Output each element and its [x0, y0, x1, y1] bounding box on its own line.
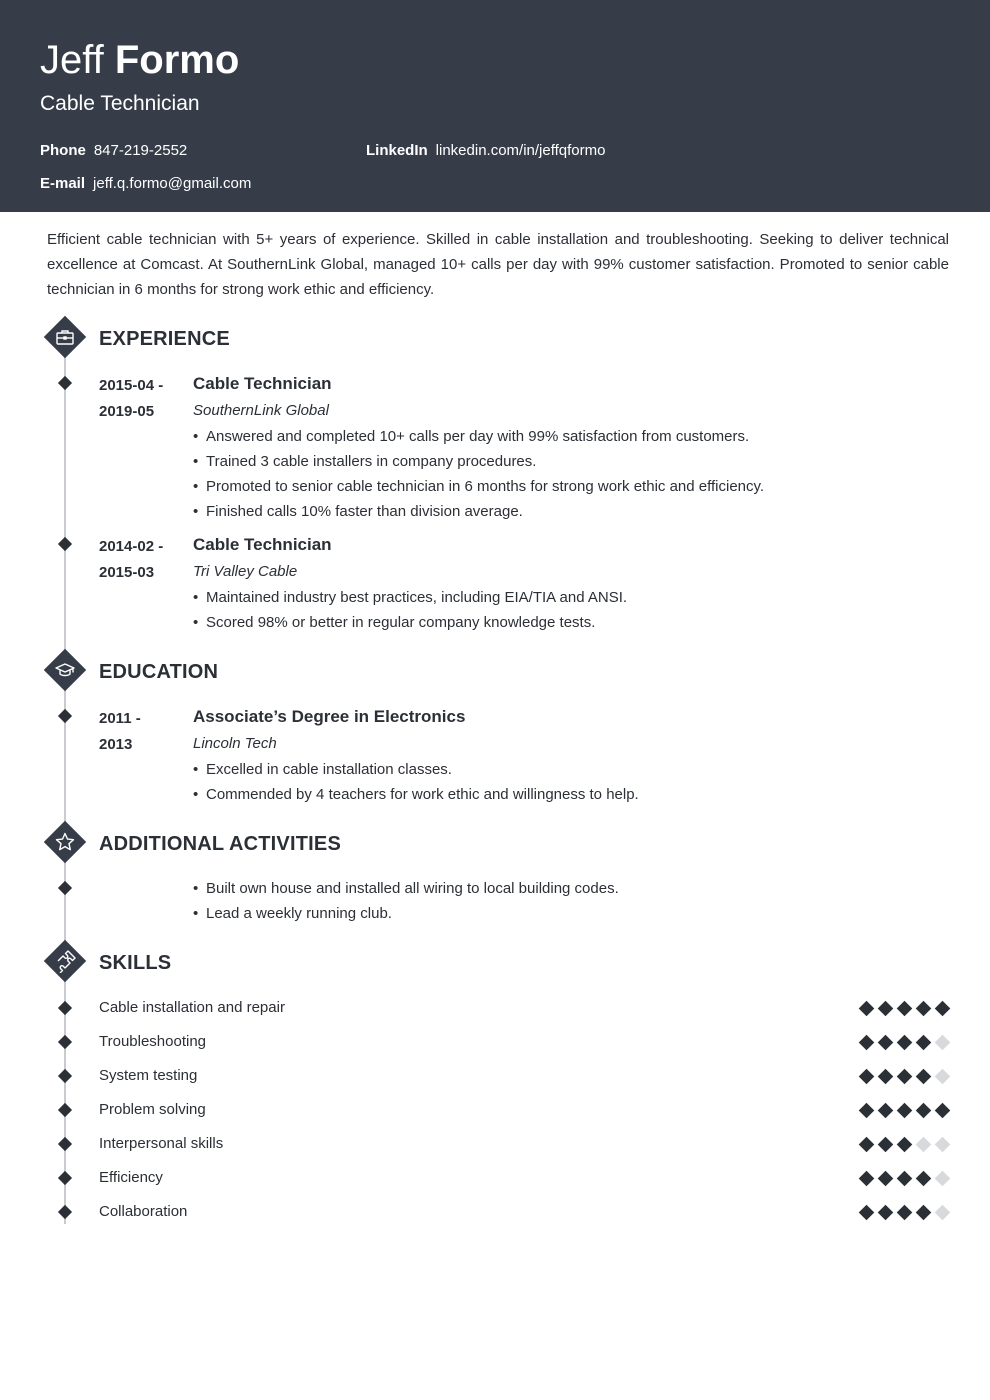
first-name: Jeff — [40, 38, 104, 82]
activities-bullets — [193, 876, 619, 926]
rating-pip-filled — [878, 1001, 894, 1017]
rating-pip-filled — [897, 1069, 913, 1085]
skill-rating — [858, 1168, 950, 1188]
linkedin-label: LinkedIn — [366, 142, 428, 159]
rating-pip-filled — [878, 1205, 894, 1221]
timeline-marker — [58, 1103, 72, 1117]
candidate-name — [40, 36, 239, 84]
skill-rating — [858, 1202, 950, 1222]
rating-pip-filled — [878, 1137, 894, 1153]
skill-name: Interpersonal skills — [99, 1135, 224, 1152]
phone-label: Phone — [40, 142, 86, 159]
bullet-item: • Lead a weekly running club. — [193, 901, 619, 926]
rating-pip-empty — [935, 1171, 951, 1187]
contact-linkedin — [366, 141, 605, 161]
rating-pip-filled — [897, 1035, 913, 1051]
phone-value[interactable]: 847-219-2552 — [93, 142, 188, 159]
skill-name: Efficiency — [99, 1169, 163, 1186]
school-name: Lincoln Tech — [193, 735, 277, 752]
contact-phone — [40, 141, 187, 161]
bullet-item: • Trained 3 cable installers in company procedures. — [193, 449, 764, 474]
puzzle-icon — [43, 939, 87, 983]
rating-pip-filled — [897, 1205, 913, 1221]
rating-pip-filled — [859, 1069, 875, 1085]
job-company: SouthernLink Global — [193, 402, 329, 419]
timeline-marker — [58, 1069, 72, 1083]
education-date-range — [99, 706, 141, 758]
rating-pip-filled — [859, 1035, 875, 1051]
rating-pip-filled — [916, 1001, 932, 1017]
rating-pip-filled — [916, 1035, 932, 1051]
rating-pip-filled — [916, 1103, 932, 1119]
rating-pip-filled — [878, 1171, 894, 1187]
skill-name: Cable installation and repair — [99, 999, 285, 1016]
graduation-cap-icon — [43, 648, 87, 692]
date-start: 2011 - — [99, 710, 141, 727]
timeline-marker — [58, 1001, 72, 1015]
rating-pip-filled — [859, 1171, 875, 1187]
bullet-item: • Answered and completed 10+ calls per day with 99% satisfaction from customers. — [193, 424, 764, 449]
rating-pip-filled — [935, 1103, 951, 1119]
rating-pip-filled — [897, 1103, 913, 1119]
rating-pip-filled — [878, 1035, 894, 1051]
timeline-marker — [58, 376, 72, 390]
bullet-item: • Promoted to senior cable technician in 6 months for strong work ethic and efficiency. — [193, 474, 764, 499]
job-title: Cable Technician — [40, 92, 200, 115]
skill-name: Collaboration — [99, 1203, 188, 1220]
job-company: Tri Valley Cable — [193, 563, 298, 580]
rating-pip-empty — [935, 1137, 951, 1153]
timeline-marker — [58, 881, 72, 895]
bullet-item: • Finished calls 10% faster than division average. — [193, 499, 764, 524]
linkedin-link[interactable]: linkedin.com/in/jeffqformo — [435, 142, 606, 159]
rating-pip-filled — [916, 1069, 932, 1085]
skill-rating — [858, 1032, 950, 1052]
rating-pip-filled — [916, 1205, 932, 1221]
skill-rating — [858, 1066, 950, 1086]
rating-pip-filled — [897, 1171, 913, 1187]
bullet-item: • Built own house and installed all wiring to local building codes. — [193, 876, 619, 901]
timeline-marker — [58, 1137, 72, 1151]
rating-pip-filled — [859, 1137, 875, 1153]
rating-pip-filled — [897, 1001, 913, 1017]
rating-pip-filled — [859, 1205, 875, 1221]
skill-name: System testing — [99, 1067, 198, 1084]
last-name: Formo — [114, 38, 240, 82]
star-icon — [43, 820, 87, 864]
section-title-education: EDUCATION — [99, 661, 219, 683]
date-start: 2014-02 - — [99, 538, 164, 555]
timeline-marker — [58, 1035, 72, 1049]
job-role: Cable Technician — [193, 374, 332, 393]
timeline-marker — [58, 537, 72, 551]
section-title-experience: EXPERIENCE — [99, 328, 230, 350]
skill-name: Troubleshooting — [99, 1033, 207, 1050]
bullet-item: • Scored 98% or better in regular company knowledge tests. — [193, 610, 627, 635]
rating-pip-filled — [878, 1069, 894, 1085]
contact-email — [40, 174, 251, 194]
summary-paragraph: Efficient cable technician with 5+ years of experience. Skilled in cable installation and troubleshooting. Seeking to deliver technical excellence at Comcast. At SouthernLink Global, managed 10+ calls per day with 99% customer satisfaction. Promoted to senior cable technician in 6 months for strong work ethic and efficiency. — [47, 231, 949, 298]
resume-header — [0, 0, 990, 212]
rating-pip-empty — [916, 1137, 932, 1153]
rating-pip-empty — [935, 1205, 951, 1221]
bullet-item: • Maintained industry best practices, including EIA/TIA and ANSI. — [193, 585, 627, 610]
rating-pip-empty — [935, 1069, 951, 1085]
bullet-item: • Excelled in cable installation classes. — [193, 757, 639, 782]
rating-pip-empty — [935, 1035, 951, 1051]
skill-name: Problem solving — [99, 1101, 206, 1118]
rating-pip-filled — [916, 1171, 932, 1187]
job-bullets — [193, 585, 627, 635]
bullet-item: • Commended by 4 teachers for work ethic and willingness to help. — [193, 782, 639, 807]
rating-pip-filled — [897, 1137, 913, 1153]
date-end: 2019-05 — [99, 403, 155, 420]
education-bullets — [193, 757, 639, 807]
rating-pip-filled — [859, 1001, 875, 1017]
degree-title: Associate’s Degree in Electronics — [193, 707, 466, 726]
date-start: 2015-04 - — [99, 377, 164, 394]
timeline-marker — [58, 1171, 72, 1185]
job-bullets — [193, 424, 764, 524]
rating-pip-filled — [878, 1103, 894, 1119]
timeline-marker — [58, 709, 72, 723]
section-title-activities: ADDITIONAL ACTIVITIES — [99, 833, 341, 855]
skill-rating — [858, 1100, 950, 1120]
skill-rating — [858, 998, 950, 1018]
timeline-line — [64, 340, 66, 1224]
rating-pip-filled — [935, 1001, 951, 1017]
briefcase-icon — [43, 315, 87, 359]
email-label: E-mail — [40, 175, 86, 192]
job-date-range — [99, 534, 163, 586]
job-role: Cable Technician — [193, 535, 332, 554]
date-end: 2015-03 — [99, 564, 155, 581]
rating-pip-filled — [859, 1103, 875, 1119]
timeline-marker — [58, 1205, 72, 1219]
section-title-skills: SKILLS — [99, 952, 172, 974]
date-end: 2013 — [99, 736, 133, 753]
email-link[interactable]: jeff.q.formo@gmail.com — [93, 175, 252, 192]
skill-rating — [858, 1134, 950, 1154]
job-date-range — [99, 373, 163, 425]
